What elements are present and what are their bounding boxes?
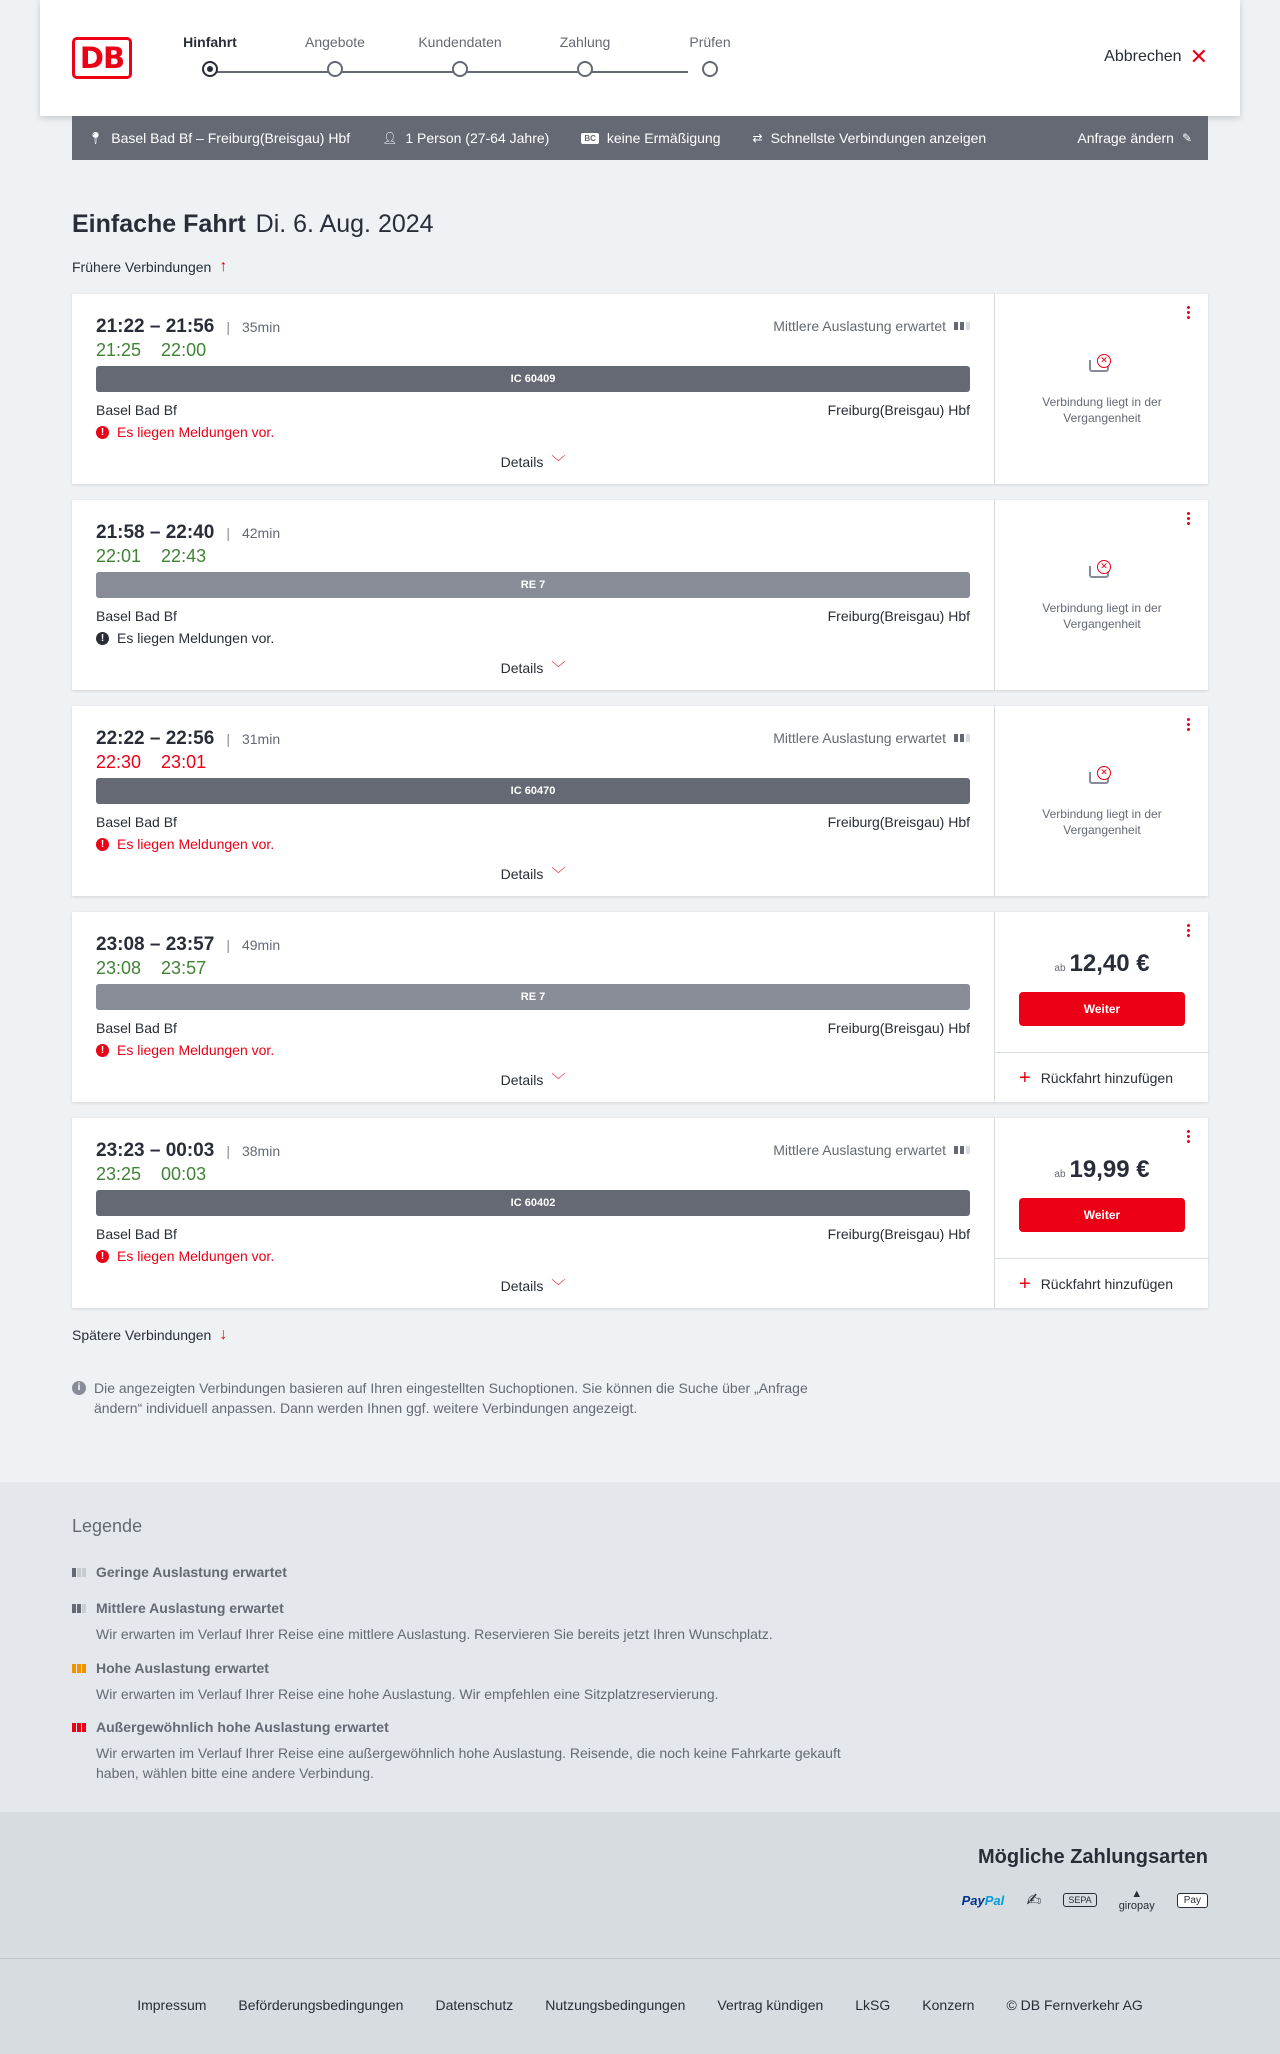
arrow-down-icon: ↓ xyxy=(219,1326,228,1343)
realtime-departure: 22:01 xyxy=(96,546,142,566)
connection-card xyxy=(72,1118,1208,1308)
alert-icon: ! xyxy=(96,1250,109,1263)
booking-header xyxy=(40,0,1240,116)
earlier-connections-link[interactable] xyxy=(72,258,227,276)
duration: 49min xyxy=(241,937,281,953)
step-label: Zahlung xyxy=(559,34,611,50)
realtime-departure: 21:25 xyxy=(96,340,142,360)
legend-item-title: Geringe Auslastung erwartet xyxy=(96,1564,287,1580)
train-bar: IC 60402 xyxy=(96,1190,970,1216)
chevron-down-icon: ﹀ xyxy=(551,1278,566,1294)
occupancy-medium-icon xyxy=(954,1146,970,1154)
connection-info[interactable] xyxy=(72,706,994,896)
occupancy-info xyxy=(773,318,970,334)
train-bar: IC 60409 xyxy=(96,366,970,392)
swap-arrows-icon: ⇄ xyxy=(752,131,763,145)
connection-card xyxy=(72,500,1208,690)
connection-card xyxy=(72,912,1208,1102)
occupancy-text: Mittlere Auslastung erwartet xyxy=(773,1142,946,1158)
route-text: Basel Bad Bf – Freiburg(Breisgau) Hbf xyxy=(111,130,351,146)
train-bar: RE 7 xyxy=(96,572,970,598)
realtime-times xyxy=(96,752,206,773)
more-options-icon[interactable] xyxy=(1184,306,1192,321)
chevron-down-icon: ﹀ xyxy=(551,454,566,470)
step-dot-active xyxy=(202,61,218,77)
pencil-icon: ✎ xyxy=(1181,131,1192,145)
arrival-station: Freiburg(Breisgau) Hbf xyxy=(827,1020,970,1036)
arrow-up-icon: ↑ xyxy=(219,258,228,275)
more-options-icon[interactable] xyxy=(1184,1130,1192,1145)
occupancy-info xyxy=(773,730,970,746)
footer-link-impressum[interactable]: Impressum xyxy=(137,1997,207,2013)
trip-type: Einfache Fahrt xyxy=(72,210,246,238)
chevron-down-icon: ﹀ xyxy=(551,1072,566,1088)
stations xyxy=(96,402,970,418)
planned-times xyxy=(96,728,280,750)
page-title xyxy=(72,210,434,239)
past-text: Verbindung liegt in der Vergangenheit xyxy=(1042,601,1162,631)
message-text: Es liegen Meldungen vor. xyxy=(117,1248,275,1264)
discount-summary xyxy=(581,130,720,146)
legend-item-description: Wir erwarten im Verlauf Ihrer Reise eine mittlere Auslastung. Reservieren Sie bereits jetzt Ihren Wunschplatz. xyxy=(96,1626,773,1642)
offer-panel xyxy=(994,294,1208,484)
realtime-times xyxy=(96,340,206,361)
occupancy-text: Mittlere Auslastung erwartet xyxy=(773,318,946,334)
occupancy-medium-icon xyxy=(72,1604,88,1613)
cart-unavailable-icon: ✕ xyxy=(1089,768,1115,790)
giropay-icon: ▲ giropay xyxy=(1118,1888,1155,1912)
footer-link-befoerderungsbedingungen[interactable]: Beförderungsbedingungen xyxy=(238,1997,404,2013)
connection-card xyxy=(72,294,1208,484)
alert-icon: ! xyxy=(96,1044,109,1057)
step-hinfahrt xyxy=(150,34,270,77)
progress-stepper xyxy=(180,34,780,94)
continue-button[interactable]: Weiter xyxy=(1019,1198,1185,1232)
disruption-message xyxy=(96,1042,274,1058)
realtime-times xyxy=(96,1164,206,1185)
trip-date: Di. 6. Aug. 2024 xyxy=(255,210,434,238)
step-kundendaten xyxy=(400,34,520,77)
departure-station: Basel Bad Bf xyxy=(96,814,177,830)
details-label: Details xyxy=(500,1072,544,1088)
offer-panel xyxy=(994,912,1208,1102)
step-pruefen xyxy=(650,34,770,77)
traveller-text: 1 Person (27-64 Jahre) xyxy=(405,130,550,146)
legend-item-medium xyxy=(72,1600,872,1644)
earlier-connections-label: Frühere Verbindungen xyxy=(72,259,212,275)
realtime-arrival: 23:57 xyxy=(161,958,207,978)
connection-info[interactable] xyxy=(72,912,994,1102)
offer-panel xyxy=(994,706,1208,896)
connection-card xyxy=(72,706,1208,896)
price-value: 12,40 € xyxy=(1069,950,1150,977)
planned-times xyxy=(96,934,280,956)
info-icon: i xyxy=(72,1381,86,1395)
planned-times xyxy=(96,1140,280,1162)
details-toggle[interactable] xyxy=(72,864,994,884)
step-label: Prüfen xyxy=(689,34,731,50)
add-return-trip-button[interactable] xyxy=(995,1052,1209,1102)
legend-item-title: Hohe Auslastung erwartet xyxy=(96,1660,269,1676)
paypal-icon: PayPal xyxy=(961,1892,1005,1908)
realtime-arrival: 00:03 xyxy=(161,1164,207,1184)
occupancy-info xyxy=(773,1142,970,1158)
footer-link-nutzungsbedingungen[interactable]: Nutzungsbedingungen xyxy=(545,1997,686,2013)
connection-info[interactable] xyxy=(72,1118,994,1308)
stations xyxy=(96,1020,970,1036)
price xyxy=(995,950,1209,978)
step-zahlung xyxy=(525,34,645,77)
route-summary xyxy=(88,130,350,146)
offer-panel xyxy=(994,1118,1208,1308)
footer-link-konzern[interactable]: Konzern xyxy=(922,1997,975,2013)
occupancy-low-icon xyxy=(72,1568,88,1577)
bahncard-icon: BC xyxy=(581,133,599,144)
later-connections-label: Spätere Verbindungen xyxy=(72,1327,212,1343)
step-dot xyxy=(577,61,593,77)
payment-title: Mögliche Zahlungsarten xyxy=(977,1846,1208,1868)
realtime-arrival: 23:01 xyxy=(161,752,207,772)
direct-debit-icon: ✍︎ xyxy=(1026,1889,1042,1910)
realtime-departure: 22:30 xyxy=(96,752,142,772)
details-toggle[interactable] xyxy=(72,452,994,472)
separator: | xyxy=(226,731,230,747)
price-prefix: ab xyxy=(1054,963,1066,974)
message-text: Es liegen Meldungen vor. xyxy=(117,424,275,440)
connection-info[interactable] xyxy=(72,294,994,484)
legend-item-description: Wir erwarten im Verlauf Ihrer Reise eine hohe Auslastung. Wir empfehlen eine Sitzplatzreservierung. xyxy=(96,1686,719,1702)
past-connection-info xyxy=(995,768,1209,838)
legend-item-high xyxy=(72,1660,872,1704)
past-connection-info xyxy=(995,356,1209,426)
footer-link-vertrag-kuendigen[interactable]: Vertrag kündigen xyxy=(717,1997,824,2013)
legend-item-low xyxy=(72,1564,872,1580)
duration: 31min xyxy=(241,731,281,747)
realtime-arrival: 22:43 xyxy=(161,546,207,566)
cancel-label: Abbrechen xyxy=(1104,48,1182,65)
realtime-departure: 23:25 xyxy=(96,1164,142,1184)
arrival-station: Freiburg(Breisgau) Hbf xyxy=(827,608,970,624)
train-bar: RE 7 xyxy=(96,984,970,1010)
departure-station: Basel Bad Bf xyxy=(96,402,177,418)
payment-methods-section xyxy=(0,1812,1280,1958)
message-text: Es liegen Meldungen vor. xyxy=(117,1042,275,1058)
occupancy-text: Mittlere Auslastung erwartet xyxy=(773,730,946,746)
departure-station: Basel Bad Bf xyxy=(96,608,177,624)
apple-pay-icon: Pay xyxy=(1177,1893,1208,1908)
time-range: 21:58 – 22:40 xyxy=(96,522,215,543)
db-logo[interactable]: DB xyxy=(72,37,132,79)
occupancy-medium-icon xyxy=(954,734,970,742)
details-label: Details xyxy=(500,454,544,470)
separator: | xyxy=(226,937,230,953)
offer-panel xyxy=(994,500,1208,690)
cart-unavailable-icon: ✕ xyxy=(1089,562,1115,584)
stations xyxy=(96,1226,970,1242)
realtime-times xyxy=(96,546,206,567)
details-label: Details xyxy=(500,1278,544,1294)
occupancy-medium-icon xyxy=(954,322,970,330)
payment-icons xyxy=(962,1888,1208,1912)
legend-title: Legende xyxy=(72,1516,143,1536)
separator: | xyxy=(226,319,230,335)
duration: 42min xyxy=(241,525,281,541)
legend-section xyxy=(0,1482,1280,1812)
add-return-trip-button[interactable] xyxy=(995,1258,1209,1308)
alert-icon: ! xyxy=(96,838,109,851)
details-toggle[interactable] xyxy=(72,658,994,678)
duration: 35min xyxy=(241,319,281,335)
change-request-button[interactable] xyxy=(1077,130,1192,146)
step-dot xyxy=(702,61,718,77)
change-request-label: Anfrage ändern xyxy=(1077,130,1174,146)
sepa-icon: SEPA xyxy=(1063,1893,1096,1907)
message-text: Es liegen Meldungen vor. xyxy=(117,630,275,646)
footer-links xyxy=(0,1997,1280,2013)
message-text: Es liegen Meldungen vor. xyxy=(117,836,275,852)
legend-item-title: Außergewöhnlich hohe Auslastung erwartet xyxy=(96,1719,389,1735)
more-options-icon[interactable] xyxy=(1184,512,1192,527)
time-range: 23:23 – 00:03 xyxy=(96,1140,215,1161)
details-label: Details xyxy=(500,660,544,676)
step-label: Angebote xyxy=(305,34,365,50)
duration: 38min xyxy=(241,1143,281,1159)
planned-times xyxy=(96,522,280,544)
traveller-summary xyxy=(382,130,549,146)
chevron-down-icon: ﹀ xyxy=(551,866,566,882)
details-toggle[interactable] xyxy=(72,1070,994,1090)
stations xyxy=(96,814,970,830)
cart-unavailable-icon: ✕ xyxy=(1089,356,1115,378)
stations xyxy=(96,608,970,624)
occupancy-high-icon xyxy=(72,1664,88,1673)
arrival-station: Freiburg(Breisgau) Hbf xyxy=(827,814,970,830)
separator: | xyxy=(226,1143,230,1159)
arrival-station: Freiburg(Breisgau) Hbf xyxy=(827,402,970,418)
step-dot xyxy=(452,61,468,77)
disruption-message xyxy=(96,1248,274,1264)
location-pin-icon: 📍︎ xyxy=(88,131,104,145)
fastest-connections-toggle[interactable] xyxy=(753,130,987,146)
realtime-arrival: 22:00 xyxy=(161,340,207,360)
add-return-label: Rückfahrt hinzufügen xyxy=(1040,1275,1173,1292)
footer xyxy=(0,1958,1280,2054)
price-prefix: ab xyxy=(1054,1169,1066,1180)
step-dot xyxy=(327,61,343,77)
past-connection-info xyxy=(995,562,1209,632)
fastest-text: Schnellste Verbindungen anzeigen xyxy=(770,130,987,146)
legend-item-description: Wir erwarten im Verlauf Ihrer Reise eine außergewöhnlich hohe Auslastung. Reisende, die noch keine Fahrkarte gekauft haben, wählen bitte eine andere Verbindung. xyxy=(96,1745,841,1781)
close-icon: ✕ xyxy=(1189,44,1208,69)
footer-link-lksg[interactable]: LkSG xyxy=(855,1997,891,2013)
person-icon: 👤︎ xyxy=(382,131,398,145)
planned-times xyxy=(96,316,280,338)
past-text: Verbindung liegt in der Vergangenheit xyxy=(1042,395,1162,425)
price xyxy=(995,1156,1209,1184)
step-label: Hinfahrt xyxy=(183,34,237,50)
time-range: 21:22 – 21:56 xyxy=(96,316,215,337)
realtime-departure: 23:08 xyxy=(96,958,142,978)
plus-icon: + xyxy=(1019,1272,1031,1295)
legend-item-extreme xyxy=(72,1719,872,1783)
info-text: Die angezeigten Verbindungen basieren auf Ihren eingestellten Suchoptionen. Sie können die Suche über „Anfrage ändern“ individuell anpassen. Dann werden Ihnen ggf. weitere Verbindungen angezeigt. xyxy=(94,1380,808,1416)
disruption-message xyxy=(96,836,274,852)
more-options-icon[interactable] xyxy=(1184,718,1192,733)
realtime-times xyxy=(96,958,206,979)
time-range: 22:22 – 22:56 xyxy=(96,728,215,749)
train-bar: IC 60470 xyxy=(96,778,970,804)
add-return-label: Rückfahrt hinzufügen xyxy=(1040,1069,1173,1086)
footer-link-datenschutz[interactable]: Datenschutz xyxy=(435,1997,514,2013)
step-angebote xyxy=(275,34,395,77)
occupancy-extreme-icon xyxy=(72,1723,88,1732)
separator: | xyxy=(226,525,230,541)
search-summary-bar xyxy=(72,116,1208,160)
continue-button[interactable]: Weiter xyxy=(1019,992,1185,1026)
disruption-message xyxy=(96,630,274,646)
alert-icon: ! xyxy=(96,632,109,645)
later-connections-link[interactable] xyxy=(72,1326,227,1344)
plus-icon: + xyxy=(1019,1066,1031,1089)
search-info-note xyxy=(72,1378,852,1418)
details-toggle[interactable] xyxy=(72,1276,994,1296)
price-value: 19,99 € xyxy=(1069,1156,1150,1183)
legend-item-title: Mittlere Auslastung erwartet xyxy=(96,1600,284,1616)
more-options-icon[interactable] xyxy=(1184,924,1192,939)
footer-copyright[interactable]: © DB Fernverkehr AG xyxy=(1006,1997,1143,2013)
chevron-down-icon: ﹀ xyxy=(551,660,566,676)
past-text: Verbindung liegt in der Vergangenheit xyxy=(1042,807,1162,837)
arrival-station: Freiburg(Breisgau) Hbf xyxy=(827,1226,970,1242)
alert-icon: ! xyxy=(96,426,109,439)
connection-info[interactable] xyxy=(72,500,994,690)
discount-text: keine Ermäßigung xyxy=(606,130,721,146)
disruption-message xyxy=(96,424,274,440)
step-label: Kundendaten xyxy=(418,34,502,50)
departure-station: Basel Bad Bf xyxy=(96,1020,177,1036)
cancel-button[interactable] xyxy=(1104,44,1208,69)
departure-station: Basel Bad Bf xyxy=(96,1226,177,1242)
time-range: 23:08 – 23:57 xyxy=(96,934,215,955)
details-label: Details xyxy=(500,866,544,882)
